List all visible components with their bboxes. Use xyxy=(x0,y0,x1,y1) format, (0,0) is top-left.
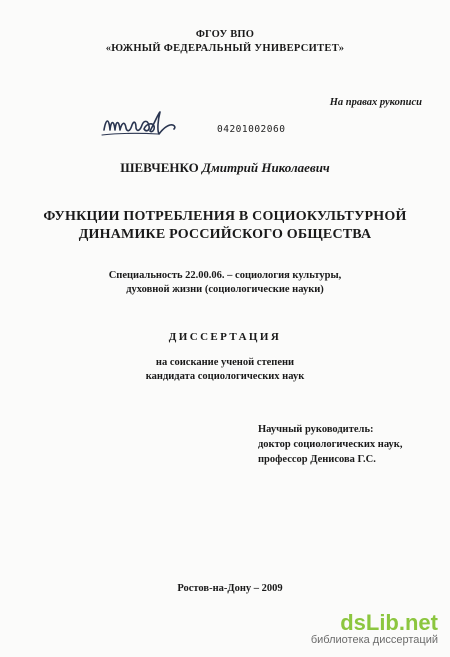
author-surname: ШЕВЧЕНКО xyxy=(120,160,199,175)
watermark-subtitle: библиотека диссертаций xyxy=(310,634,438,646)
organization-line-2: «ЮЖНЫЙ ФЕДЕРАЛЬНЫЙ УНИВЕРСИТЕТ» xyxy=(105,43,345,54)
dslib-watermark[interactable] xyxy=(311,612,438,647)
manuscript-rights-note: На правах рукописи xyxy=(329,97,422,108)
supervisor-degree: доктор социологических наук, xyxy=(258,439,403,450)
organization-line-1: ФГОУ ВПО xyxy=(195,29,255,40)
logo-main: dsLib xyxy=(340,610,399,635)
document-type: ДИССЕРТАЦИЯ xyxy=(168,331,282,343)
dslib-logo[interactable] xyxy=(311,612,438,634)
author-name xyxy=(0,160,450,176)
logo-suffix: .net xyxy=(398,610,438,635)
supervisor-label: Научный руководитель: xyxy=(258,424,374,435)
handwritten-signature xyxy=(100,108,182,142)
degree-line-2: кандидата социологических наук xyxy=(145,371,305,382)
specialty-line-2: духовной жизни (социологические науки) xyxy=(126,284,324,295)
author-given-names: Дмитрий Николаевич xyxy=(202,160,330,175)
specialty-line-1: Специальность 22.00.06. – социология культуры, xyxy=(108,270,342,281)
supervisor-name: профессор Денисова Г.С. xyxy=(258,454,376,465)
thesis-title-line-1: ФУНКЦИИ ПОТРЕБЛЕНИЯ В СОЦИОКУЛЬТУРНОЙ xyxy=(43,209,407,224)
degree-line-1: на соискание ученой степени xyxy=(155,357,295,368)
registration-number: 04201002060 xyxy=(217,124,286,135)
thesis-title-line-2: ДИНАМИКЕ РОССИЙСКОГО ОБЩЕСТВА xyxy=(78,227,372,242)
city-and-year: Ростов-на-Дону – 2009 xyxy=(177,583,283,594)
